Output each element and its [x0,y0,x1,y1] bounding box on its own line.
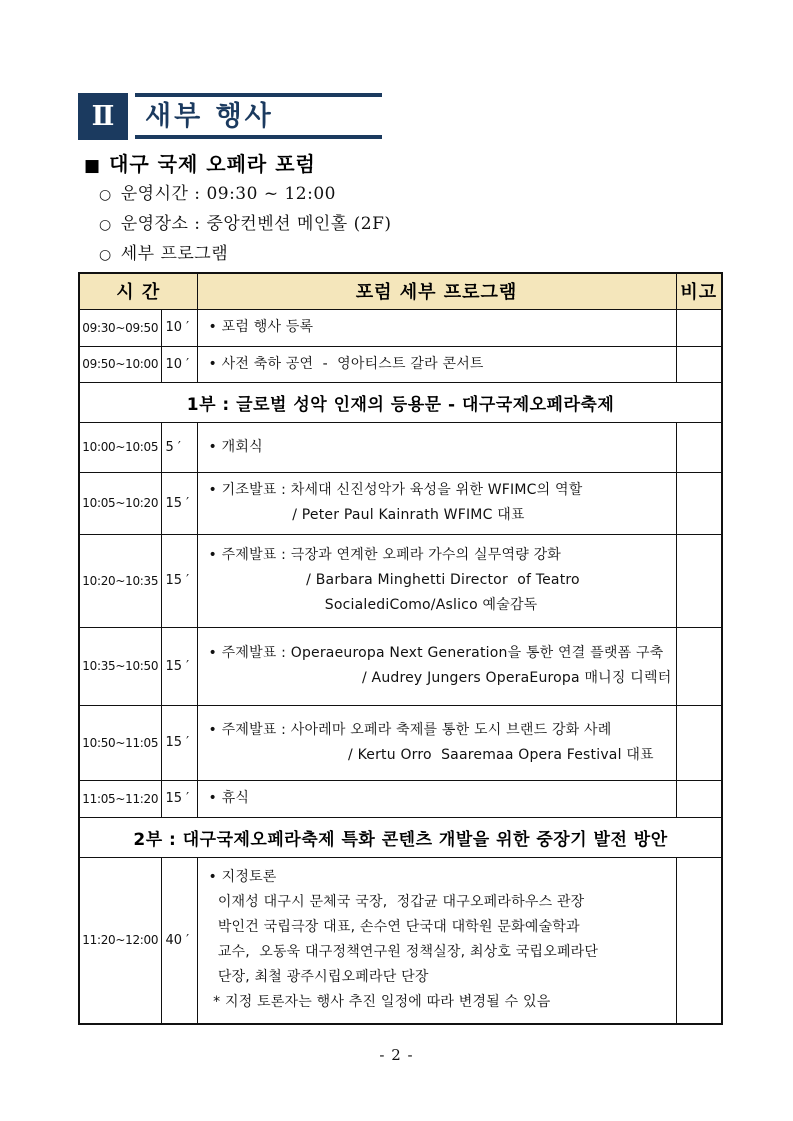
table-row [79,309,722,346]
remark-cell [676,705,722,780]
circle-bullet-icon: ○ [99,247,112,263]
time-cell: 11:05~11:20 [79,780,161,817]
remark-cell [676,472,722,534]
info-line-time [99,181,392,211]
program-cell [197,534,676,627]
remark-cell [676,627,722,705]
program-line: • 기조발표 : 차세대 신진성악가 육성을 위한 WFIMC의 역할 [208,482,583,498]
page-number: - 2 - [379,1046,414,1064]
program-cell [197,857,676,1024]
duration-cell: 15 ′ [161,534,197,627]
program-line: 교수, 오동욱 대구정책연구원 정책실장, 최상호 국립오페라단 [208,944,599,961]
program-line: / Kertu Orro Saaremaa Opera Festival 대표 [208,746,654,763]
program-line: • 사전 축하 공연 - 영아티스트 갈라 콘서트 [208,355,484,372]
program-cell [197,780,676,817]
program-cell [197,346,676,382]
forum-info-list [99,181,392,271]
program-line: • 주제발표 : 사아레마 오페라 축제를 통한 도시 브랜드 강화 사례 [208,721,612,738]
program-line: • 주제발표 : 극장과 연계한 오페라 가수의 실무역량 강화 [208,547,562,563]
program-line: 이재성 대구시 문체국 국장, 정갑균 대구오페라하우스 관장 [208,894,585,911]
section-row [79,382,722,422]
program-table [78,272,723,1025]
program-line: 단장, 최철 광주시립오페라단 단장 [208,969,429,986]
duration-cell: 15 ′ [161,627,197,705]
header-program: 포럼 세부 프로그램 [197,273,676,309]
remark-cell [676,422,722,472]
time-cell: 09:50~10:00 [79,346,161,382]
header-remark: 비고 [676,273,722,309]
section-part1-title: 1부 : 글로벌 성악 인재의 등용문 - 대구국제오페라축제 [79,382,722,422]
duration-cell: 15 ′ [161,780,197,817]
info-venue-text: 운영장소 : 중앙컨벤션 메인홀 (2F) [120,214,392,234]
duration-cell: 40 ′ [161,857,197,1024]
program-line: • 휴식 [208,790,250,806]
program-line: • 지정토론 [208,869,277,886]
program-line: • 포럼 행사 등록 [208,319,314,335]
info-line-venue [99,211,392,241]
program-line: / Barbara Minghetti Director of Teatro [208,572,580,588]
duration-cell: 15 ′ [161,472,197,534]
program-cell [197,627,676,705]
info-time-text: 운영시간 : 09:30 ~ 12:00 [120,184,336,204]
duration-cell: 10 ′ [161,309,197,346]
program-line: / Peter Paul Kainrath WFIMC 대표 [208,507,525,523]
time-cell: 10:20~10:35 [79,534,161,627]
table-row [79,534,722,627]
section-header-band [78,93,382,140]
time-cell: 09:30~09:50 [79,309,161,346]
remark-cell [676,857,722,1024]
table-row [79,627,722,705]
program-line: • 주제발표 : Operaeuropa Next Generation을 통한 연결 플랫폼 구축 [208,645,664,661]
table-row [79,857,722,1024]
time-cell: 11:20~12:00 [79,857,161,1024]
square-bullet-icon: ■ [84,156,102,176]
program-cell [197,705,676,780]
table-row [79,780,722,817]
forum-title: 대구 국제 오페라 포럼 [109,152,316,176]
time-cell: 10:50~11:05 [79,705,161,780]
duration-cell: 15 ′ [161,705,197,780]
header-time: 시 간 [79,273,197,309]
program-line: • 개회식 [208,438,263,455]
program-line: / Audrey Jungers OperaEuropa 매니징 디렉터 [208,670,672,686]
info-line-program [99,241,392,271]
section-row [79,817,722,857]
table-row [79,705,722,780]
forum-heading [84,148,316,177]
program-line: 박인건 국립극장 대표, 손수연 단국대 대학원 문화예술학과 [208,919,580,936]
program-line: * 지정 토론자는 행사 추진 일정에 따라 변경될 수 있음 [208,994,551,1011]
table-row [79,472,722,534]
time-cell: 10:35~10:50 [79,627,161,705]
section-title: 새부 행사 [145,101,274,132]
table-row [79,346,722,382]
remark-cell [676,780,722,817]
remark-cell [676,309,722,346]
remark-cell [676,346,722,382]
circle-bullet-icon: ○ [99,187,112,203]
table-row [79,422,722,472]
section-part2-title: 2부 : 대구국제오페라축제 특화 콘텐츠 개발을 위한 중장기 발전 방안 [79,817,722,857]
section-numeral-box [78,93,128,140]
circle-bullet-icon: ○ [99,217,112,233]
program-line: SocialediComo/Aslico 예술감독 [208,597,538,613]
program-cell [197,309,676,346]
section-title-rule [135,93,382,139]
section-numeral: Ⅱ [91,101,115,132]
remark-cell [676,534,722,627]
duration-cell: 5 ′ [161,422,197,472]
duration-cell: 10 ′ [161,346,197,382]
program-cell [197,472,676,534]
program-cell [197,422,676,472]
info-program-text: 세부 프로그램 [120,244,229,264]
time-cell: 10:05~10:20 [79,472,161,534]
table-header-row [79,273,722,309]
time-cell: 10:00~10:05 [79,422,161,472]
